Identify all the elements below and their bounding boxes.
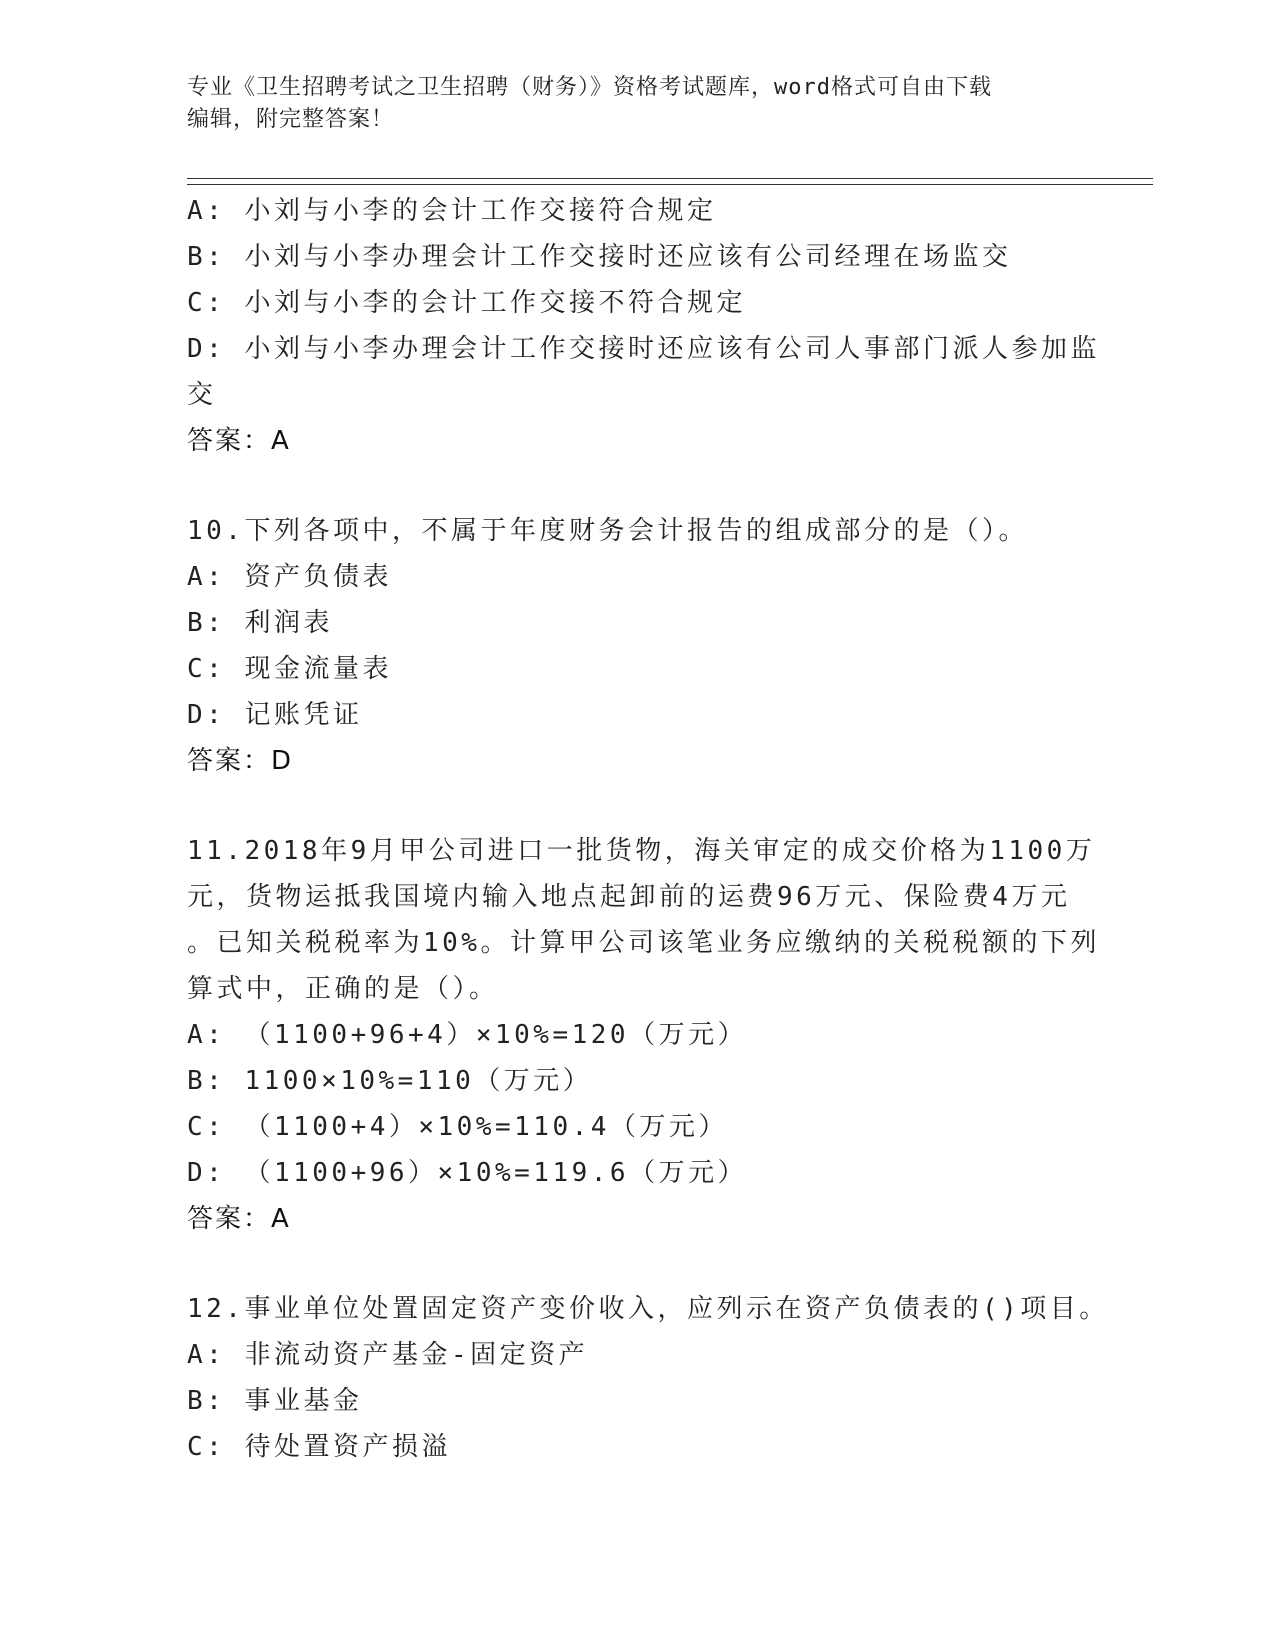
answer: 答案：A bbox=[187, 1204, 291, 1234]
option-c: C: 小刘与小李的会计工作交接不符合规定 bbox=[187, 288, 746, 318]
header-line-2: 编辑，附完整答案！ bbox=[187, 107, 395, 132]
option-c: C: （1100+4）×10%=110.4（万元） bbox=[187, 1112, 728, 1142]
question-stem-line-3: 。已知关税税率为10%。计算甲公司该笔业务应缴纳的关税税额的下列 bbox=[187, 928, 1100, 958]
answer: 答案：A bbox=[187, 426, 291, 456]
option-a: A: 小刘与小李的会计工作交接符合规定 bbox=[187, 196, 717, 226]
question-stem-line-4: 算式中，正确的是（）。 bbox=[187, 974, 499, 1004]
option-c: C: 待处置资产损溢 bbox=[187, 1432, 451, 1462]
header-divider-bottom bbox=[187, 184, 1153, 185]
option-c: C: 现金流量表 bbox=[187, 654, 392, 684]
spacer bbox=[187, 1242, 1087, 1286]
spacer bbox=[187, 464, 1087, 508]
option-b: B: 1100×10%=110（万元） bbox=[187, 1066, 593, 1096]
option-d-continued: 交 bbox=[187, 380, 217, 410]
option-a: A: 资产负债表 bbox=[187, 562, 392, 592]
question-stem-line-2: 元，货物运抵我国境内输入地点起卸前的运费96万元、保险费4万元 bbox=[187, 882, 1071, 912]
option-a: A: （1100+96+4）×10%=120（万元） bbox=[187, 1020, 748, 1050]
spacer bbox=[187, 784, 1087, 828]
question-9 bbox=[187, 188, 1100, 464]
option-d: D: （1100+96）×10%=119.6（万元） bbox=[187, 1158, 748, 1188]
question-stem: 12.事业单位处置固定资产变价收入，应列示在资产负债表的()项目。 bbox=[187, 1294, 1109, 1324]
answer: 答案：D bbox=[187, 746, 294, 776]
header-line-1: 专业《卫生招聘考试之卫生招聘（财务）》资格考试题库，word格式可自由下载 bbox=[187, 75, 992, 100]
option-b: B: 利润表 bbox=[187, 608, 333, 638]
option-a: A: 非流动资产基金-固定资产 bbox=[187, 1340, 589, 1370]
question-12 bbox=[187, 1286, 1109, 1470]
question-10 bbox=[187, 508, 1087, 784]
question-content bbox=[187, 188, 1109, 1470]
option-d: D: 小刘与小李办理会计工作交接时还应该有公司人事部门派人参加监 bbox=[187, 334, 1100, 364]
document-header bbox=[187, 72, 1087, 136]
question-11 bbox=[187, 828, 1100, 1242]
option-b: B: 小刘与小李办理会计工作交接时还应该有公司经理在场监交 bbox=[187, 242, 1012, 272]
option-b: B: 事业基金 bbox=[187, 1386, 363, 1416]
option-d: D: 记账凭证 bbox=[187, 700, 363, 730]
question-stem: 10.下列各项中，不属于年度财务会计报告的组成部分的是（）。 bbox=[187, 516, 1028, 546]
header-divider-top bbox=[187, 178, 1153, 179]
question-stem-line-1: 11.2018年9月甲公司进口一批货物，海关审定的成交价格为1100万 bbox=[187, 836, 1096, 866]
